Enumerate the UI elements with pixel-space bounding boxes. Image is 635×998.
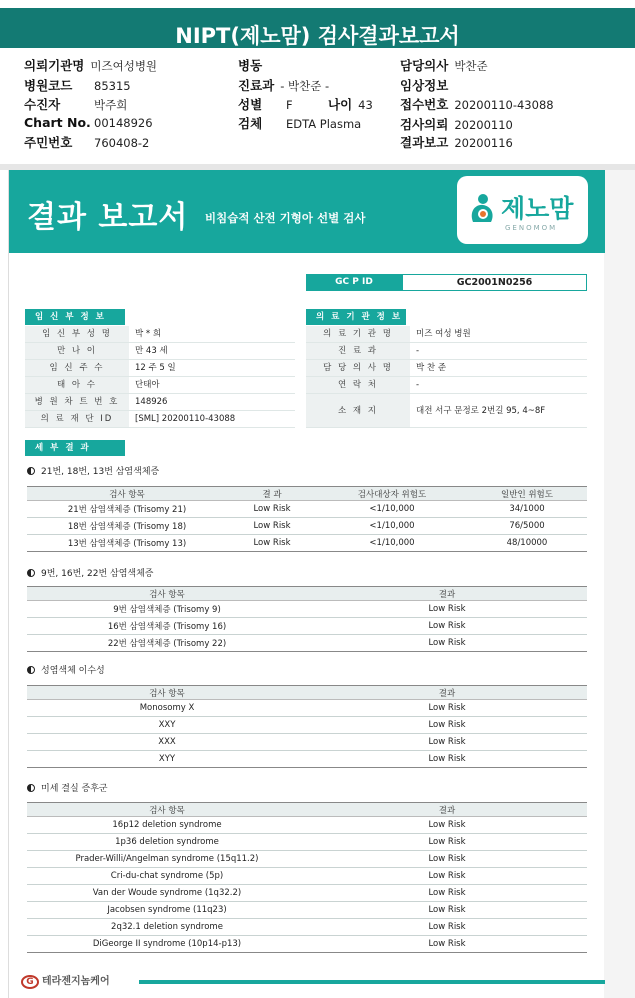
patient-row (25, 411, 295, 428)
page-margin (604, 170, 635, 998)
table-cell: 76/5000 (467, 518, 587, 535)
report-banner (9, 170, 605, 253)
column-header: 결과 (307, 587, 587, 601)
table-cell: Low Risk (307, 902, 587, 919)
table-cell: Low Risk (307, 717, 587, 734)
patient-row-value: 만 43 세 (135, 346, 168, 356)
column-header: 결 과 (227, 487, 317, 501)
table-cell: Low Risk (307, 700, 587, 717)
logo-subtext: GENOMOM (505, 224, 558, 232)
table-cell: Cri-du-chat syndrome (5p) (27, 868, 307, 885)
table-row (27, 851, 587, 868)
table-cell: 16번 삼염색체증 (Trisomy 16) (27, 618, 307, 635)
table-cell: 18번 삼염색체증 (Trisomy 18) (27, 518, 227, 535)
group3-title: 성염색체 이수성 (27, 663, 105, 676)
column-header: 검사대상자 위험도 (317, 487, 467, 501)
table-row (27, 902, 587, 919)
summary-request: 검사의뢰 20200110 (400, 117, 513, 132)
table-row (27, 734, 587, 751)
table-row (27, 936, 587, 953)
genomom-logo (457, 176, 588, 244)
patient-row-value: [SML] 20200110-43088 (135, 414, 236, 424)
summary-doctor: 담당의사 박찬준 (400, 58, 488, 73)
footer-logo: G 테라젠지놈케어 (21, 972, 110, 989)
summary-rrn: 주민번호 760408-2 (24, 135, 150, 150)
table-row (27, 868, 587, 885)
table-row (27, 635, 587, 652)
table-row (27, 618, 587, 635)
group4-title: 미세 결실 증후군 (27, 781, 108, 794)
summary-dept: 진료과 - 박찬준 - (238, 78, 330, 93)
institution-row-label: 담 당 의 사 명 (306, 360, 410, 376)
table-cell: 21번 삼염색체증 (Trisomy 21) (27, 501, 227, 518)
table-cell: Low Risk (307, 936, 587, 953)
table-cell: 9번 삼염색체증 (Trisomy 9) (27, 601, 307, 618)
column-header: 검사 항목 (27, 587, 307, 601)
trisomy-table (27, 486, 587, 552)
summary-specimen: 검체 EDTA Plasma (238, 116, 362, 131)
table-cell: Low Risk (307, 851, 587, 868)
institution-row-label: 진 료 과 (306, 343, 410, 359)
column-header: 검사 항목 (27, 803, 307, 817)
institution-row-label: 소 재 지 (306, 394, 410, 427)
rare-trisomy-table (27, 586, 587, 652)
report-title: NIPT(제노맘) 검사결과보고서 (0, 0, 635, 48)
table-cell: Monosomy X (27, 700, 307, 717)
table-cell: 1p36 deletion syndrome (27, 834, 307, 851)
footer-line (139, 980, 605, 984)
table-cell: Low Risk (307, 919, 587, 936)
gcpid-label: GC P ID (306, 274, 402, 291)
summary-ward: 병동 (238, 58, 263, 73)
results-section-tag: 세 부 결 과 (25, 440, 125, 456)
patient-row-label: 병 원 차 트 번 호 (25, 394, 129, 410)
patient-row-value: 12 주 5 일 (135, 363, 176, 373)
summary-sex: 성별 F (238, 97, 293, 112)
patient-row-label: 의 료 재 단 ID (25, 411, 129, 427)
table-cell: <1/10,000 (317, 501, 467, 518)
banner-title: 결과 보고서 (27, 200, 189, 235)
table-row (27, 751, 587, 768)
patient-row (25, 326, 295, 343)
table-row (27, 717, 587, 734)
column-header: 일반인 위험도 (467, 487, 587, 501)
table-cell: Low Risk (227, 501, 317, 518)
institution-row-value: - (416, 380, 420, 390)
table-row (27, 885, 587, 902)
half-circle-icon (27, 666, 35, 674)
institution-row-value: 미즈 여성 병원 (416, 329, 471, 339)
table-cell: Low Risk (307, 734, 587, 751)
microdeletion-table (27, 802, 587, 953)
table-cell: Low Risk (307, 601, 587, 618)
table-cell: Low Risk (307, 868, 587, 885)
table-row (27, 919, 587, 936)
summary-code: 병원코드 85315 (24, 78, 131, 93)
table-cell: 22번 삼염색체증 (Trisomy 22) (27, 635, 307, 652)
report-page (8, 170, 604, 998)
patient-row (25, 394, 295, 411)
table-cell: 34/1000 (467, 501, 587, 518)
summary-chart: Chart No. 00148926 (24, 115, 153, 130)
half-circle-icon (27, 784, 35, 792)
patient-row-label: 임 신 부 성 명 (25, 326, 129, 342)
institution-section-tag: 의 료 기 관 정 보 (306, 309, 406, 325)
patient-row-label: 임 신 주 수 (25, 360, 129, 376)
column-header: 검사 항목 (27, 686, 307, 700)
patient-row-label: 태 아 수 (25, 377, 129, 393)
sex-chromosome-table (27, 685, 587, 768)
patient-row (25, 360, 295, 377)
institution-row-label: 연 락 처 (306, 377, 410, 393)
table-cell: XYY (27, 751, 307, 768)
patient-row (25, 377, 295, 394)
table-cell: Low Risk (307, 834, 587, 851)
half-circle-icon (27, 569, 35, 577)
table-cell: XXX (27, 734, 307, 751)
table-cell: <1/10,000 (317, 518, 467, 535)
table-cell: Jacobsen syndrome (11q23) (27, 902, 307, 919)
table-cell: DiGeorge II syndrome (10p14-p13) (27, 936, 307, 953)
patient-row-value: 단태아 (135, 380, 160, 390)
table-cell: Low Risk (307, 885, 587, 902)
summary-reception: 접수번호 20200110-43088 (400, 97, 554, 112)
institution-row-label: 의 료 기 관 명 (306, 326, 410, 342)
patient-row-value: 148926 (135, 397, 168, 407)
summary-panel (0, 48, 635, 166)
column-header: 검사 항목 (27, 487, 227, 501)
table-cell: Van der Woude syndrome (1q32.2) (27, 885, 307, 902)
patient-row-label: 만 나 이 (25, 343, 129, 359)
summary-age: 나이 43 (328, 97, 373, 112)
table-cell: Low Risk (227, 518, 317, 535)
institution-row (306, 394, 587, 428)
institution-row (306, 326, 587, 343)
gcpid-value: GC2001N0256 (402, 274, 587, 291)
table-cell: Prader-Willi/Angelman syndrome (15q11.2) (27, 851, 307, 868)
table-cell: 2q32.1 deletion syndrome (27, 919, 307, 936)
table-cell: Low Risk (307, 751, 587, 768)
table-row (27, 834, 587, 851)
institution-row-value: 대전 서구 문정로 2번길 95, 4~8F (416, 406, 546, 416)
institution-row-value: - (416, 346, 420, 356)
table-cell: 48/10000 (467, 535, 587, 552)
summary-report: 결과보고 20200116 (400, 135, 513, 150)
institution-row (306, 360, 587, 377)
column-header: 결과 (307, 803, 587, 817)
banner-subtitle: 비침습적 산전 기형아 선별 검사 (205, 211, 366, 225)
half-circle-icon (27, 467, 35, 475)
institution-row (306, 377, 587, 394)
patient-section-tag: 임 신 부 정 보 (25, 309, 125, 325)
patient-row-value: 박 * 희 (135, 329, 162, 339)
summary-hospital: 의뢰기관명 미즈여성병원 (24, 58, 158, 73)
table-cell: 16p12 deletion syndrome (27, 817, 307, 834)
table-row (27, 817, 587, 834)
table-row (27, 535, 587, 552)
institution-row (306, 343, 587, 360)
table-row (27, 601, 587, 618)
group2-title: 9번, 16번, 22번 삼염색체증 (27, 566, 154, 579)
summary-receiver: 수진자 박주희 (24, 97, 128, 112)
table-row (27, 501, 587, 518)
table-cell: Low Risk (307, 618, 587, 635)
table-cell: XXY (27, 717, 307, 734)
table-cell: Low Risk (307, 817, 587, 834)
column-header: 결과 (307, 686, 587, 700)
table-row (27, 518, 587, 535)
table-cell: Low Risk (307, 635, 587, 652)
table-cell: <1/10,000 (317, 535, 467, 552)
table-cell: Low Risk (227, 535, 317, 552)
table-row (27, 700, 587, 717)
group1-title: 21번, 18번, 13번 삼염색체증 (27, 464, 159, 477)
summary-clinical: 임상정보 (400, 78, 449, 93)
logo-text: 제노맘 (501, 194, 574, 223)
table-cell: 13번 삼염색체증 (Trisomy 13) (27, 535, 227, 552)
institution-row-value: 박 찬 준 (416, 363, 447, 373)
patient-row (25, 343, 295, 360)
genomom-logo-icon (469, 192, 497, 226)
company-logo-icon: G (21, 975, 39, 989)
